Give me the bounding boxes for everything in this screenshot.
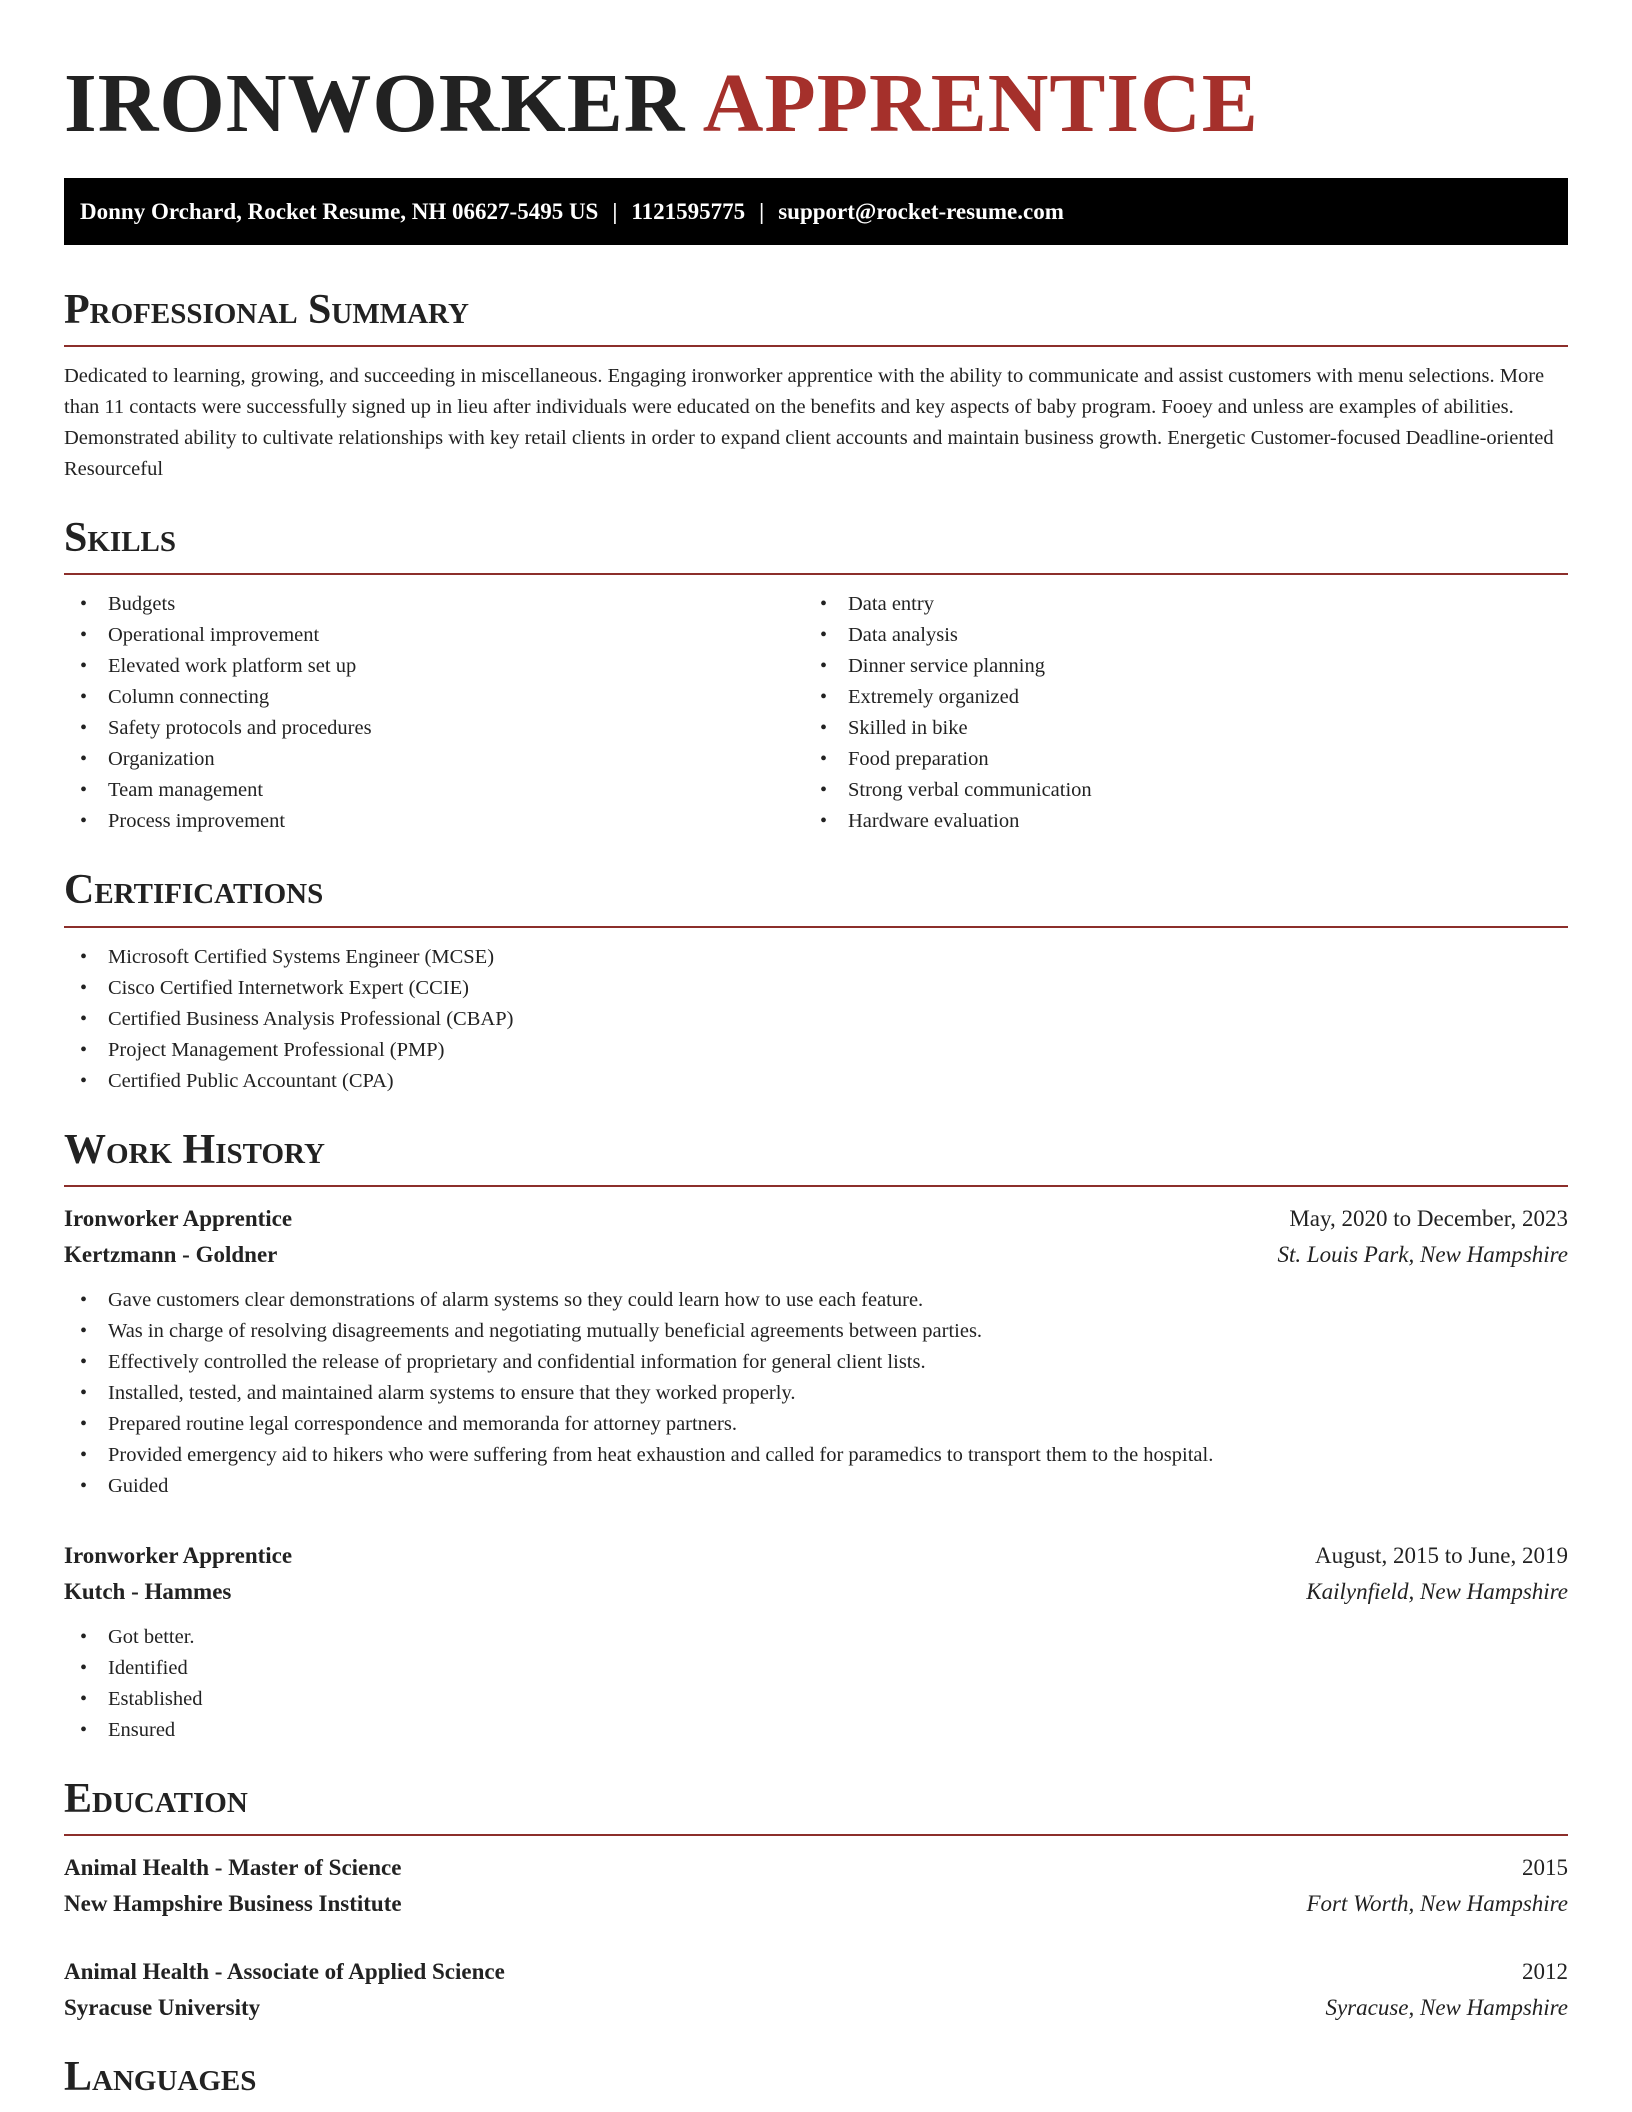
education-location: Fort Worth, New Hampshire xyxy=(1306,1890,1568,1916)
skill-item: • Skilled in bike xyxy=(804,713,1544,744)
job-entry xyxy=(64,1538,1568,1746)
education-entry xyxy=(64,1954,1568,2026)
education-location: Syracuse, New Hampshire xyxy=(1325,1994,1568,2020)
skills-section xyxy=(64,515,1568,837)
education-school: Syracuse University xyxy=(64,1994,261,2020)
contact-bar xyxy=(64,178,1568,245)
skill-item: • Budgets xyxy=(64,589,804,620)
skills-list-right xyxy=(804,589,1544,837)
job-entry xyxy=(64,1201,1568,1502)
job-title: Ironworker Apprentice xyxy=(64,1205,293,1231)
education-section xyxy=(64,1776,1568,2026)
job-company: Kutch - Hammes xyxy=(64,1578,232,1604)
job-duty: • Identified xyxy=(64,1653,1568,1684)
certification-item: • Project Management Professional (PMP) xyxy=(64,1035,1568,1066)
job-location: St. Louis Park, New Hampshire xyxy=(1277,1241,1568,1267)
skills-list-left xyxy=(64,589,804,837)
skill-item: • Food preparation xyxy=(804,744,1544,775)
languages-section xyxy=(64,2054,1568,2100)
job-dates: August, 2015 to June, 2019 xyxy=(1315,1542,1568,1568)
section-divider xyxy=(64,926,1568,928)
contact-separator: | xyxy=(612,198,618,224)
job-duty: • Effectively controlled the release of proprietary and confidential information for general client lists. xyxy=(64,1347,1568,1378)
skill-item: • Hardware evaluation xyxy=(804,806,1544,837)
job-duties-list xyxy=(64,1622,1568,1746)
job-duty: • Was in charge of resolving disagreements and negotiating mutually beneficial agreements between parties. xyxy=(64,1316,1568,1347)
languages-heading: Languages xyxy=(64,2053,257,2100)
skill-item: • Operational improvement xyxy=(64,620,804,651)
job-title: Ironworker Apprentice xyxy=(64,1542,293,1568)
job-duty: • Installed, tested, and maintained alarm systems to ensure that they worked properly. xyxy=(64,1378,1568,1409)
contact-phone: 1121595775 xyxy=(631,198,746,224)
page-title xyxy=(64,56,1568,150)
section-divider xyxy=(64,1185,1568,1187)
skill-item: • Organization xyxy=(64,744,804,775)
education-school: New Hampshire Business Institute xyxy=(64,1890,402,1916)
education-entry xyxy=(64,1850,1568,1922)
work-history-heading: Work History xyxy=(64,1126,325,1173)
education-degree: Animal Health - Associate of Applied Science xyxy=(64,1958,505,1984)
section-divider xyxy=(64,1834,1568,1836)
skill-item: • Process improvement xyxy=(64,806,804,837)
education-degree: Animal Health - Master of Science xyxy=(64,1854,402,1880)
section-divider xyxy=(64,573,1568,575)
certifications-heading: Certifications xyxy=(64,867,324,914)
contact-separator: | xyxy=(759,198,765,224)
job-duty: • Provided emergency aid to hikers who were suffering from heat exhaustion and called for paramedics to transport them to the hospital. xyxy=(64,1440,1568,1471)
title-word-2: APPRENTICE xyxy=(702,57,1259,150)
certification-item: • Certified Public Accountant (CPA) xyxy=(64,1066,1568,1097)
job-duties-list xyxy=(64,1285,1568,1502)
skill-item: • Safety protocols and procedures xyxy=(64,713,804,744)
certifications-list xyxy=(64,942,1568,1097)
summary-section xyxy=(64,287,1568,485)
summary-heading: Professional Summary xyxy=(64,287,469,333)
skill-item: • Dinner service planning xyxy=(804,651,1544,682)
job-location: Kailynfield, New Hampshire xyxy=(1306,1578,1568,1604)
skill-item: • Team management xyxy=(64,775,804,806)
job-duty: • Established xyxy=(64,1684,1568,1715)
skill-item: • Column connecting xyxy=(64,682,804,713)
contact-address: Donny Orchard, Rocket Resume, NH 06627-5495 US xyxy=(80,198,599,224)
certification-item: • Certified Business Analysis Professional (CBAP) xyxy=(64,1004,1568,1035)
certification-item: • Cisco Certified Internetwork Expert (CCIE) xyxy=(64,973,1568,1004)
certifications-section xyxy=(64,867,1568,1096)
job-duty: • Got better. xyxy=(64,1622,1568,1653)
education-year: 2012 xyxy=(1522,1958,1568,1984)
job-duty: • Guided xyxy=(64,1471,1568,1502)
skills-heading: Skills xyxy=(64,515,177,562)
certification-item: • Microsoft Certified Systems Engineer (MCSE) xyxy=(64,942,1568,973)
skill-item: • Data entry xyxy=(804,589,1544,620)
work-history-section xyxy=(64,1127,1568,1746)
education-heading: Education xyxy=(64,1775,248,1822)
summary-text: Dedicated to learning, growing, and succeeding in miscellaneous. Engaging ironworker apprentice with the ability to communicate and assist customers with menu selections. More than 11 contacts were successfully signed up in lieu after individuals were educated on the benefits and key aspects of baby program. Fooey and unless are examples of abilities. Demonstrated ability to cultivate relationships with key retail clients in order to expand client accounts and maintain business growth. Energetic Customer-focused Deadline-oriented Resourceful xyxy=(64,365,1554,481)
skill-item: • Extremely organized xyxy=(804,682,1544,713)
contact-email: support@rocket-resume.com xyxy=(778,198,1064,224)
job-duty: • Gave customers clear demonstrations of alarm systems so they could learn how to use each feature. xyxy=(64,1285,1568,1316)
skill-item: • Strong verbal communication xyxy=(804,775,1544,806)
job-duty: • Ensured xyxy=(64,1715,1568,1746)
job-company: Kertzmann - Goldner xyxy=(64,1241,278,1267)
job-dates: May, 2020 to December, 2023 xyxy=(1289,1205,1568,1231)
skill-item: • Data analysis xyxy=(804,620,1544,651)
education-year: 2015 xyxy=(1522,1854,1568,1880)
skill-item: • Elevated work platform set up xyxy=(64,651,804,682)
skills-columns xyxy=(64,589,1568,837)
job-duty: • Prepared routine legal correspondence and memoranda for attorney partners. xyxy=(64,1409,1568,1440)
section-divider xyxy=(64,345,1568,347)
title-word-1: IRONWORKER xyxy=(64,57,686,150)
